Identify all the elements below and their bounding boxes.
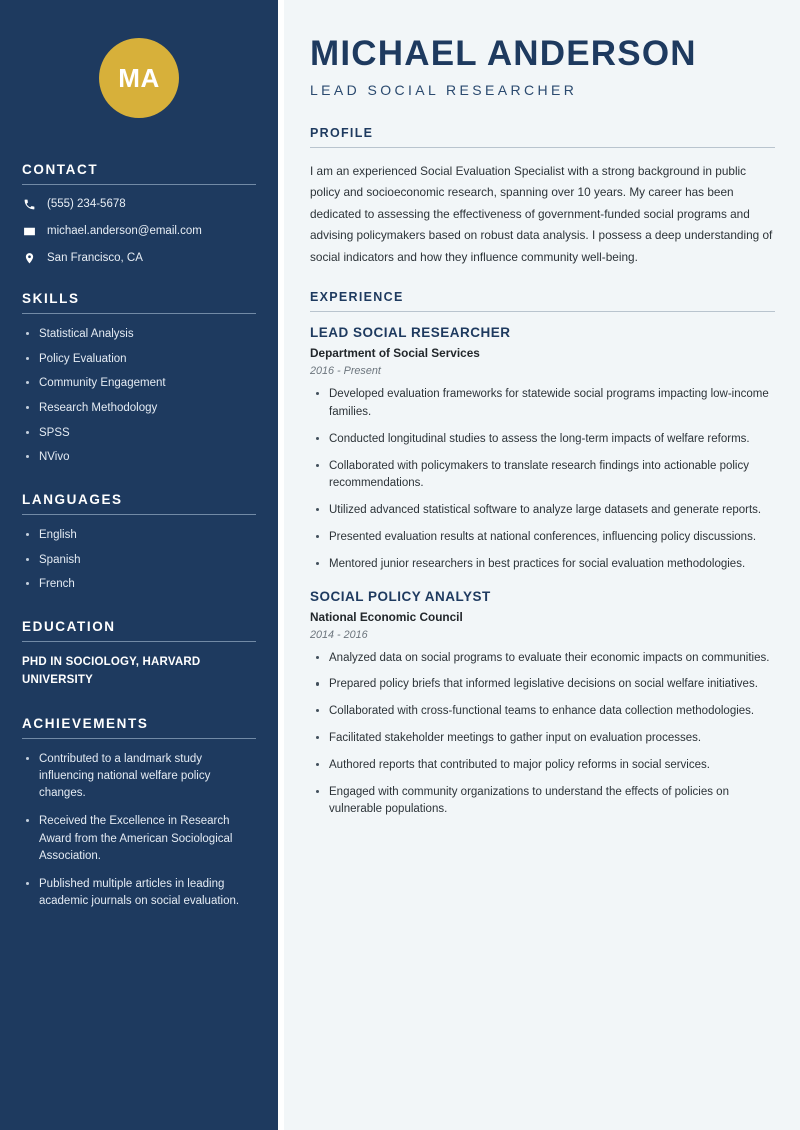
list-item: Spanish [22, 552, 256, 569]
skills-section [22, 291, 256, 466]
languages-section-title: LANGUAGES [22, 492, 123, 508]
list-item: Authored reports that contributed to major policy reforms in social services. [310, 757, 775, 775]
job-role-subtitle: LEAD SOCIAL RESEARCHER [310, 81, 578, 98]
contact-section-title: CONTACT [22, 162, 99, 177]
profile-text: I am an experienced Social Evaluation Specialist with a strong background in public policy and socioeconomic research, spanning over 10 years. My career has been dedicated to assessing the effectiveness of government-funded social programs and advising policymakers based on robust data analysis. I possess a deep understanding of social indicators and how they influence community well-being. [310, 163, 773, 264]
list-item: Received the Excellence in Research Award from the American Sociological Association. [22, 813, 256, 865]
list-item: Research Methodology [22, 400, 256, 417]
education-section [22, 619, 256, 690]
list-item: English [22, 527, 256, 544]
skills-divider [22, 313, 256, 314]
main-content [278, 0, 800, 1130]
experience-dates: 2016 - Present [310, 365, 381, 378]
experience-entry [310, 325, 775, 574]
list-item: Contributed to a landmark study influencing national welfare policy changes. [22, 751, 256, 803]
list-item: Collaborated with policymakers to translate research findings into actionable policy recommendations. [310, 458, 775, 494]
experience-section [310, 290, 775, 819]
avatar-container [22, 0, 256, 162]
contact-phone-value: (555) 234-5678 [47, 198, 126, 210]
achievements-divider [22, 738, 256, 739]
page-title: MICHAEL ANDERSON [310, 34, 697, 73]
contact-location-value: San Francisco, CA [47, 252, 143, 264]
skills-list [22, 326, 256, 466]
skills-section-title: SKILLS [22, 291, 80, 306]
experience-job-title: SOCIAL POLICY ANALYST [310, 588, 491, 604]
languages-list [22, 527, 256, 593]
experience-company: National Economic Council [310, 609, 463, 624]
list-item: Utilized advanced statistical software to analyze large datasets and generate reports. [310, 502, 775, 520]
achievements-section [22, 716, 256, 911]
education-item: PHD IN SOCIOLOGY, HARVARD UNIVERSITY [22, 656, 201, 686]
achievements-list [22, 751, 256, 911]
list-item: SPSS [22, 425, 256, 442]
languages-divider [22, 514, 256, 515]
education-divider [22, 641, 256, 642]
contact-divider [22, 184, 256, 185]
list-item: Engaged with community organizations to understand the effects of policies on vulnerable populations. [310, 784, 775, 820]
list-item: Statistical Analysis [22, 326, 256, 343]
profile-divider [310, 147, 775, 148]
experience-dates: 2014 - 2016 [310, 628, 368, 641]
list-item: Analyzed data on social programs to evaluate their economic impacts on communities. [310, 650, 775, 668]
list-item: Presented evaluation results at national conferences, influencing policy discussions. [310, 529, 775, 547]
languages-section [22, 492, 256, 593]
education-section-title: EDUCATION [22, 619, 116, 635]
contact-email-value: michael.anderson@email.com [47, 225, 202, 237]
list-item: NVivo [22, 449, 256, 466]
contact-item-phone[interactable] [22, 197, 256, 211]
contact-item-location[interactable] [22, 251, 256, 265]
list-item: Policy Evaluation [22, 351, 256, 368]
list-item: Collaborated with cross-functional teams to enhance data collection methodologies. [310, 703, 775, 721]
list-item: French [22, 576, 256, 593]
contact-section [22, 162, 256, 265]
profile-section [310, 126, 775, 268]
list-item: Mentored junior researchers in best practices for social evaluation methodologies. [310, 556, 775, 574]
experience-section-title: EXPERIENCE [310, 290, 404, 305]
achievements-section-title: ACHIEVEMENTS [22, 715, 149, 731]
avatar: MA [99, 38, 179, 118]
list-item: Community Engagement [22, 375, 256, 392]
list-item: Conducted longitudinal studies to assess the long-term impacts of welfare reforms. [310, 431, 775, 449]
envelope-icon [22, 224, 36, 238]
experience-bullet-list [310, 386, 775, 574]
experience-entry [310, 589, 775, 820]
list-item: Facilitated stakeholder meetings to gather input on evaluation processes. [310, 730, 775, 748]
experience-divider [310, 311, 775, 312]
map-pin-icon [22, 251, 36, 265]
list-item: Developed evaluation frameworks for statewide social programs impacting low-income families. [310, 386, 775, 422]
experience-bullet-list [310, 650, 775, 820]
experience-company: Department of Social Services [310, 346, 480, 361]
experience-job-title: LEAD SOCIAL RESEARCHER [310, 325, 511, 341]
contact-item-email[interactable] [22, 224, 256, 238]
sidebar [0, 0, 278, 1130]
list-item: Published multiple articles in leading academic journals on social evaluation. [22, 876, 256, 911]
profile-section-title: PROFILE [310, 125, 374, 140]
phone-icon [22, 197, 36, 211]
list-item: Prepared policy briefs that informed legislative decisions on social welfare initiatives. [310, 676, 775, 694]
